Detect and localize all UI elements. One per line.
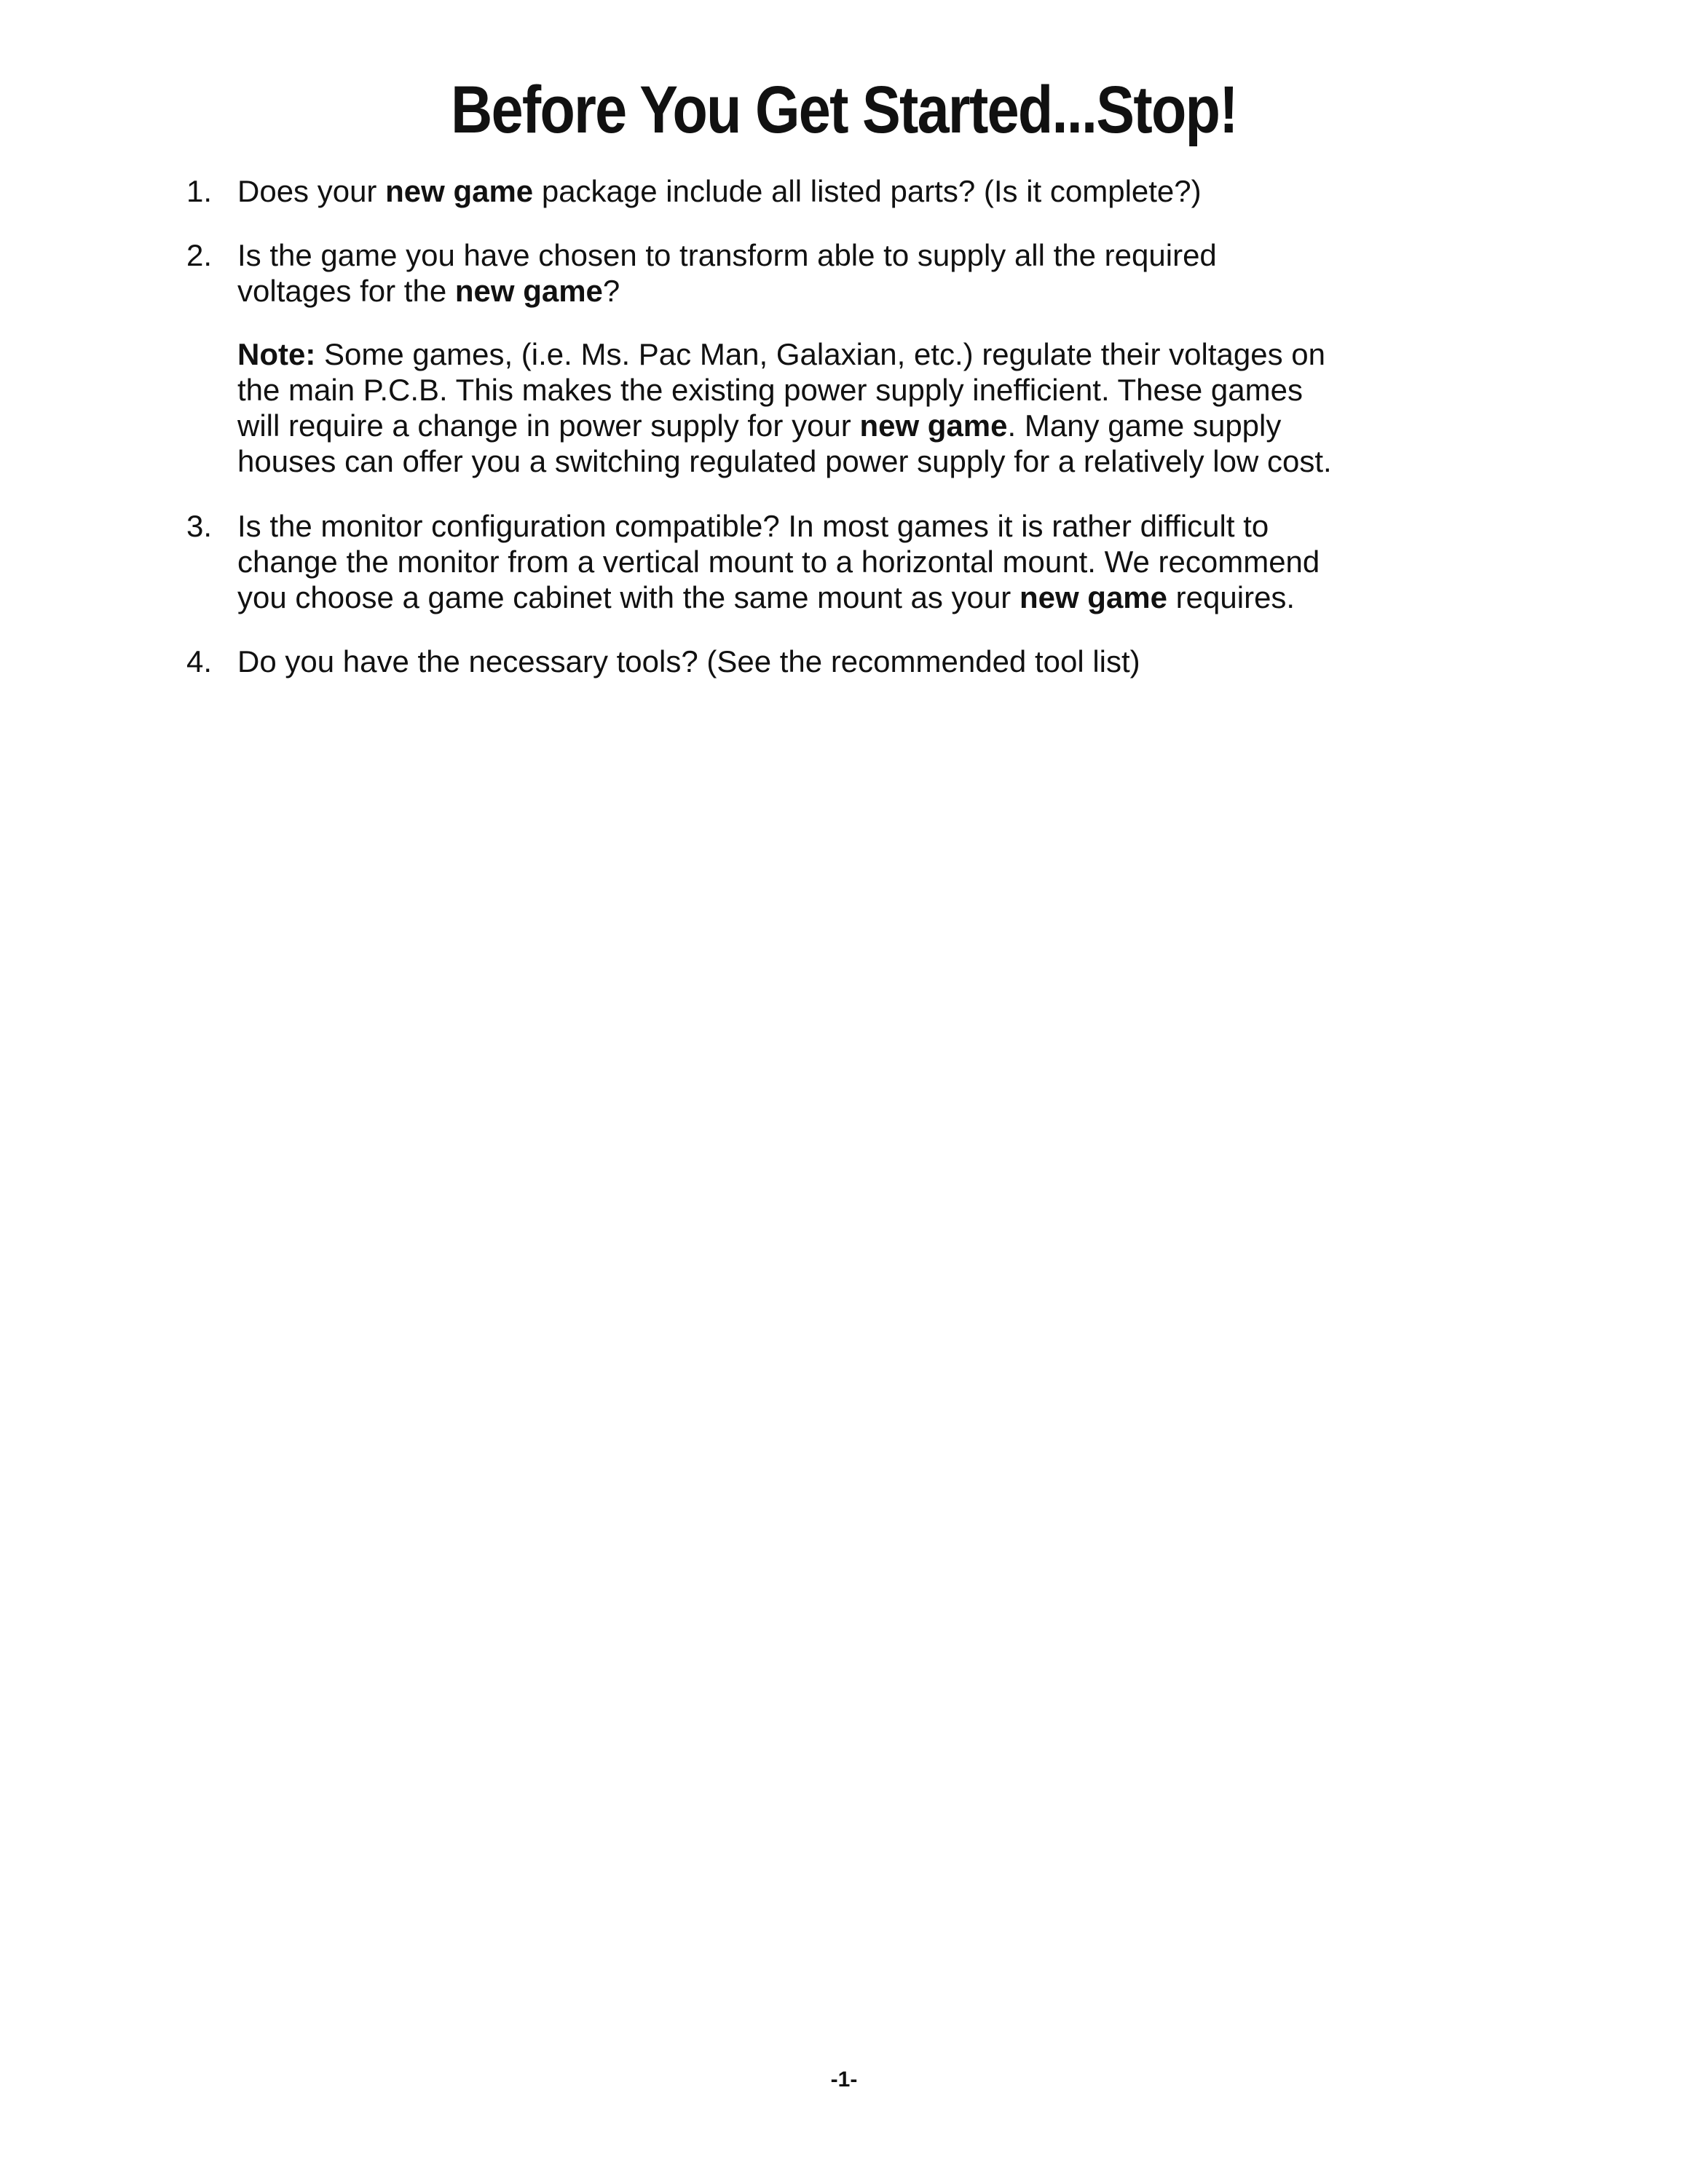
text-line xyxy=(237,173,1483,209)
page-number: -1- xyxy=(830,2068,858,2092)
text-line xyxy=(237,579,1483,615)
text-run: package include all listed parts? (Is it complete?) xyxy=(533,174,1202,208)
text-line: change the monitor from a vertical mount to a horizontal mount. We recommend xyxy=(237,545,1320,579)
text-run: voltages for the xyxy=(237,274,455,308)
text-run: you choose a game cabinet with the same mount as your xyxy=(237,580,1019,614)
text-run: requires. xyxy=(1167,580,1295,614)
list-item-text xyxy=(237,173,1483,209)
text-line: Is the monitor configuration compatible? In most games it is rather difficult to xyxy=(237,509,1269,543)
list-item-number: 2. xyxy=(186,238,213,272)
emphasis-new-game: new game xyxy=(1019,580,1168,614)
text-run: . Many game supply xyxy=(1007,408,1282,443)
note-paragraph xyxy=(237,336,1483,479)
text-line: Is the game you have chosen to transform able to supply all the required xyxy=(237,238,1217,272)
list-item-number: 1. xyxy=(186,174,213,208)
list-item-number: 3. xyxy=(186,509,213,543)
text-line: houses can offer you a switching regulated power supply for a relatively low cost. xyxy=(237,444,1332,478)
emphasis-new-game: new game xyxy=(385,174,534,208)
text-run: Does your xyxy=(237,174,386,208)
page-title: Before You Get Started...Stop! xyxy=(451,73,1237,147)
text-line xyxy=(237,408,1483,443)
text-run: Some games, (i.e. Ms. Pac Man, Galaxian, etc.) regulate their voltages on xyxy=(315,337,1325,371)
list-item-text xyxy=(237,508,1483,615)
list-item-text xyxy=(237,237,1483,309)
text-line xyxy=(237,336,1483,372)
note-label: Note: xyxy=(237,337,316,371)
list-item-number: 4. xyxy=(186,644,213,678)
text-line: Do you have the necessary tools? (See the recommended tool list) xyxy=(237,644,1140,678)
text-line xyxy=(237,273,1483,309)
emphasis-new-game: new game xyxy=(454,274,603,308)
text-run: will require a change in power supply for your xyxy=(237,408,860,443)
emphasis-new-game: new game xyxy=(859,408,1008,443)
text-line: the main P.C.B. This makes the existing power supply inefficient. These games xyxy=(237,373,1303,407)
list-item-text xyxy=(237,644,1483,679)
text-run: ? xyxy=(602,274,620,308)
